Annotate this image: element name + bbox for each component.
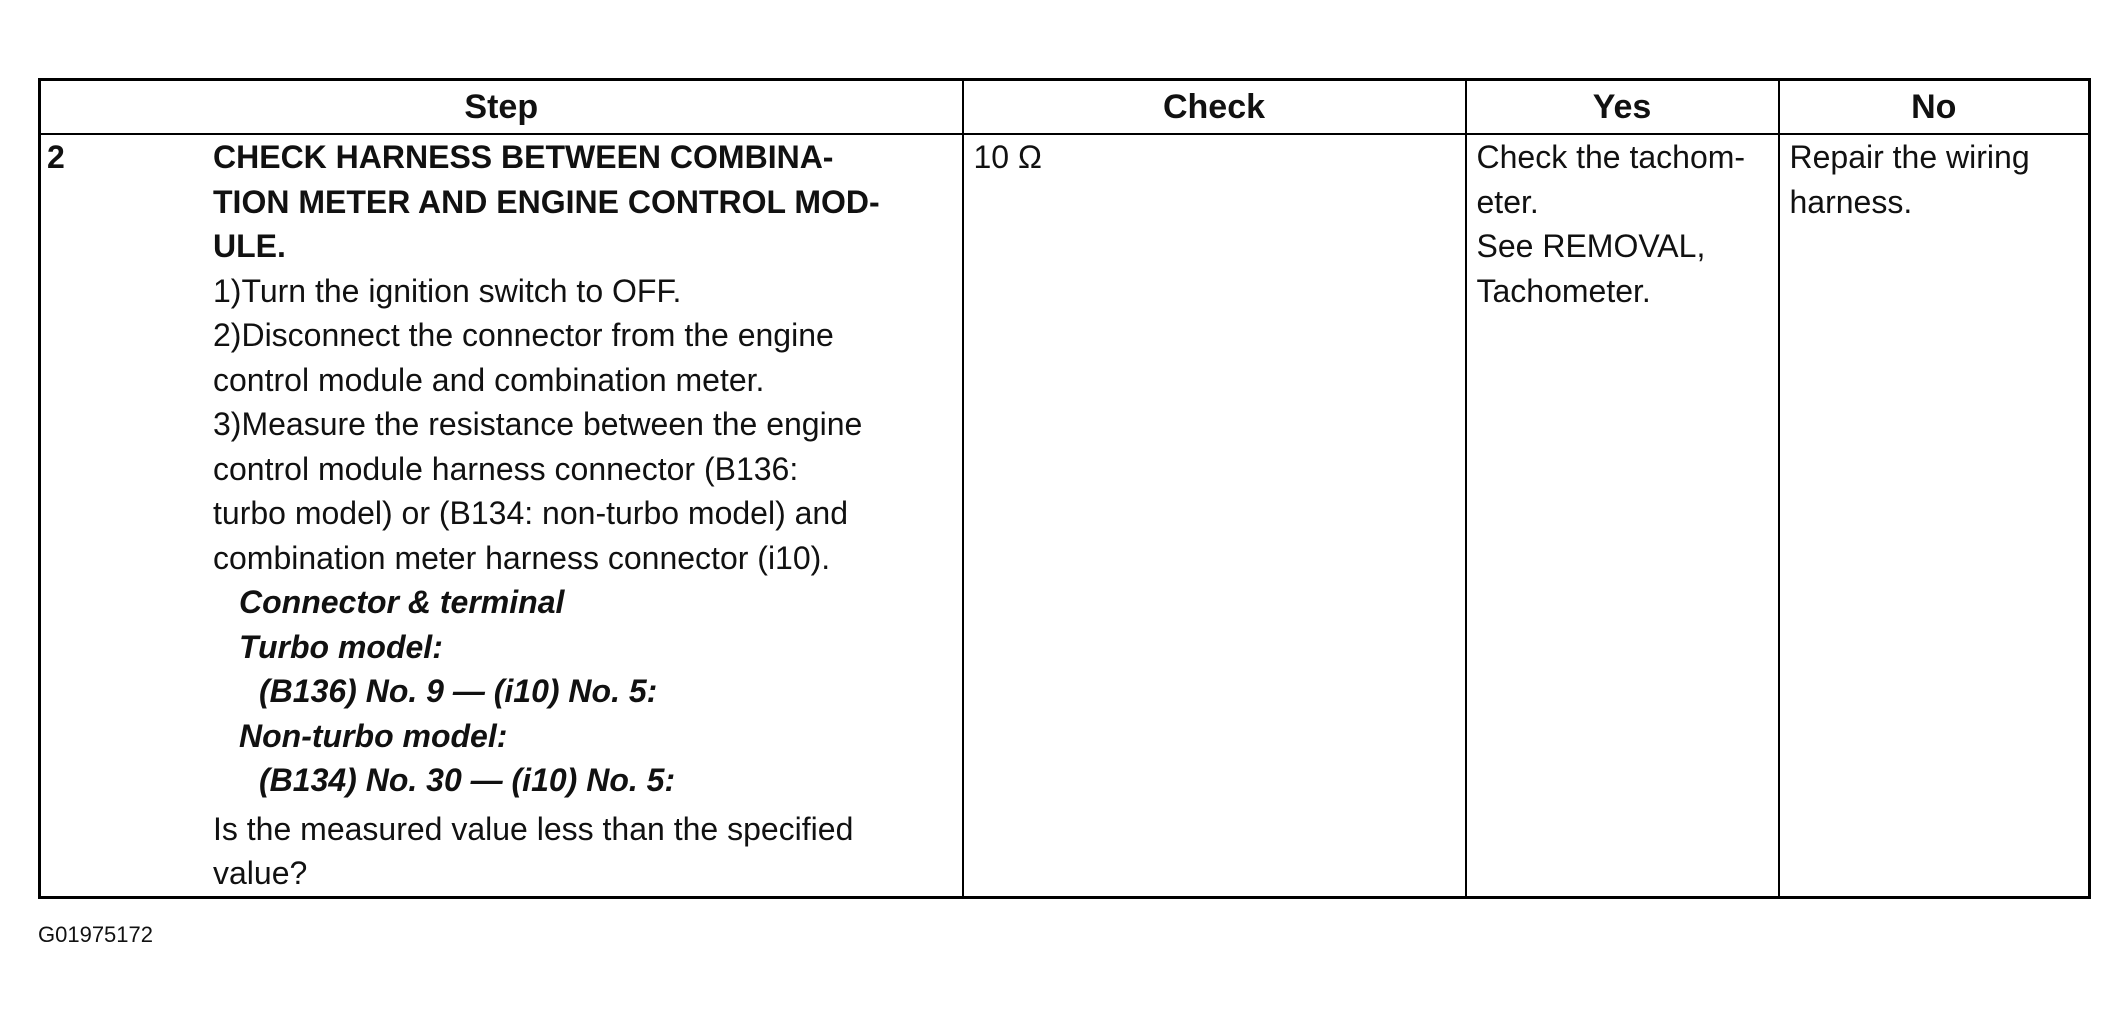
turbo-terminal: (B136) No. 9 — (i10) No. 5: <box>259 673 658 709</box>
step-number: 2 <box>47 139 65 175</box>
instruction-line: turbo model) or (B134: non-turbo model) and <box>213 495 849 531</box>
instruction-line: control module and combination meter. <box>213 361 765 398</box>
nonturbo-label: Non-turbo model: <box>239 717 508 754</box>
step-title <box>213 135 954 269</box>
instruction-line: 3)Measure the resistance between the engine <box>213 406 863 442</box>
table-header-row <box>40 80 2090 135</box>
step-cell <box>40 134 963 897</box>
yes-line: eter. <box>1476 183 1539 220</box>
header-yes: Yes <box>1466 80 1779 135</box>
yes-line: See REMOVAL, <box>1476 228 1706 264</box>
yes-cell <box>1466 134 1779 897</box>
header-step: Step <box>40 80 963 135</box>
check-cell <box>963 134 1466 897</box>
step-title-line: ULE. <box>213 228 286 264</box>
turbo-label: Turbo model: <box>239 628 443 665</box>
step-question <box>213 807 954 896</box>
connector-spec <box>213 580 954 803</box>
step-instructions <box>213 269 954 581</box>
instruction-line: 1)Turn the ignition switch to OFF. <box>213 272 682 309</box>
step-title-line: TION METER AND ENGINE CONTROL MOD- <box>213 183 880 220</box>
yes-line: Tachometer. <box>1476 272 1651 309</box>
table-row <box>40 134 2090 897</box>
instruction-line: combination meter harness connector (i10). <box>213 539 831 576</box>
question-line: value? <box>213 855 308 891</box>
question-line: Is the measured value less than the specified <box>213 810 854 847</box>
no-line: Repair the wiring <box>1789 139 2030 175</box>
yes-line: Check the tachom- <box>1476 139 1746 175</box>
header-no: No <box>1779 80 2090 135</box>
header-check: Check <box>963 80 1466 135</box>
instruction-line: control module harness connector (B136: <box>213 450 799 487</box>
nonturbo-terminal: (B134) No. 30 — (i10) No. 5: <box>259 762 676 798</box>
figure-id: G01975172 <box>38 922 153 947</box>
connector-heading: Connector & terminal <box>239 584 565 620</box>
step-body <box>213 135 962 896</box>
no-cell <box>1779 134 2090 897</box>
no-line: harness. <box>1789 183 1913 220</box>
step-title-line: CHECK HARNESS BETWEEN COMBINA- <box>213 139 834 175</box>
diagnostic-table <box>38 78 2091 899</box>
instruction-line: 2)Disconnect the connector from the engine <box>213 317 834 353</box>
check-value: 10 Ω <box>973 139 1042 175</box>
